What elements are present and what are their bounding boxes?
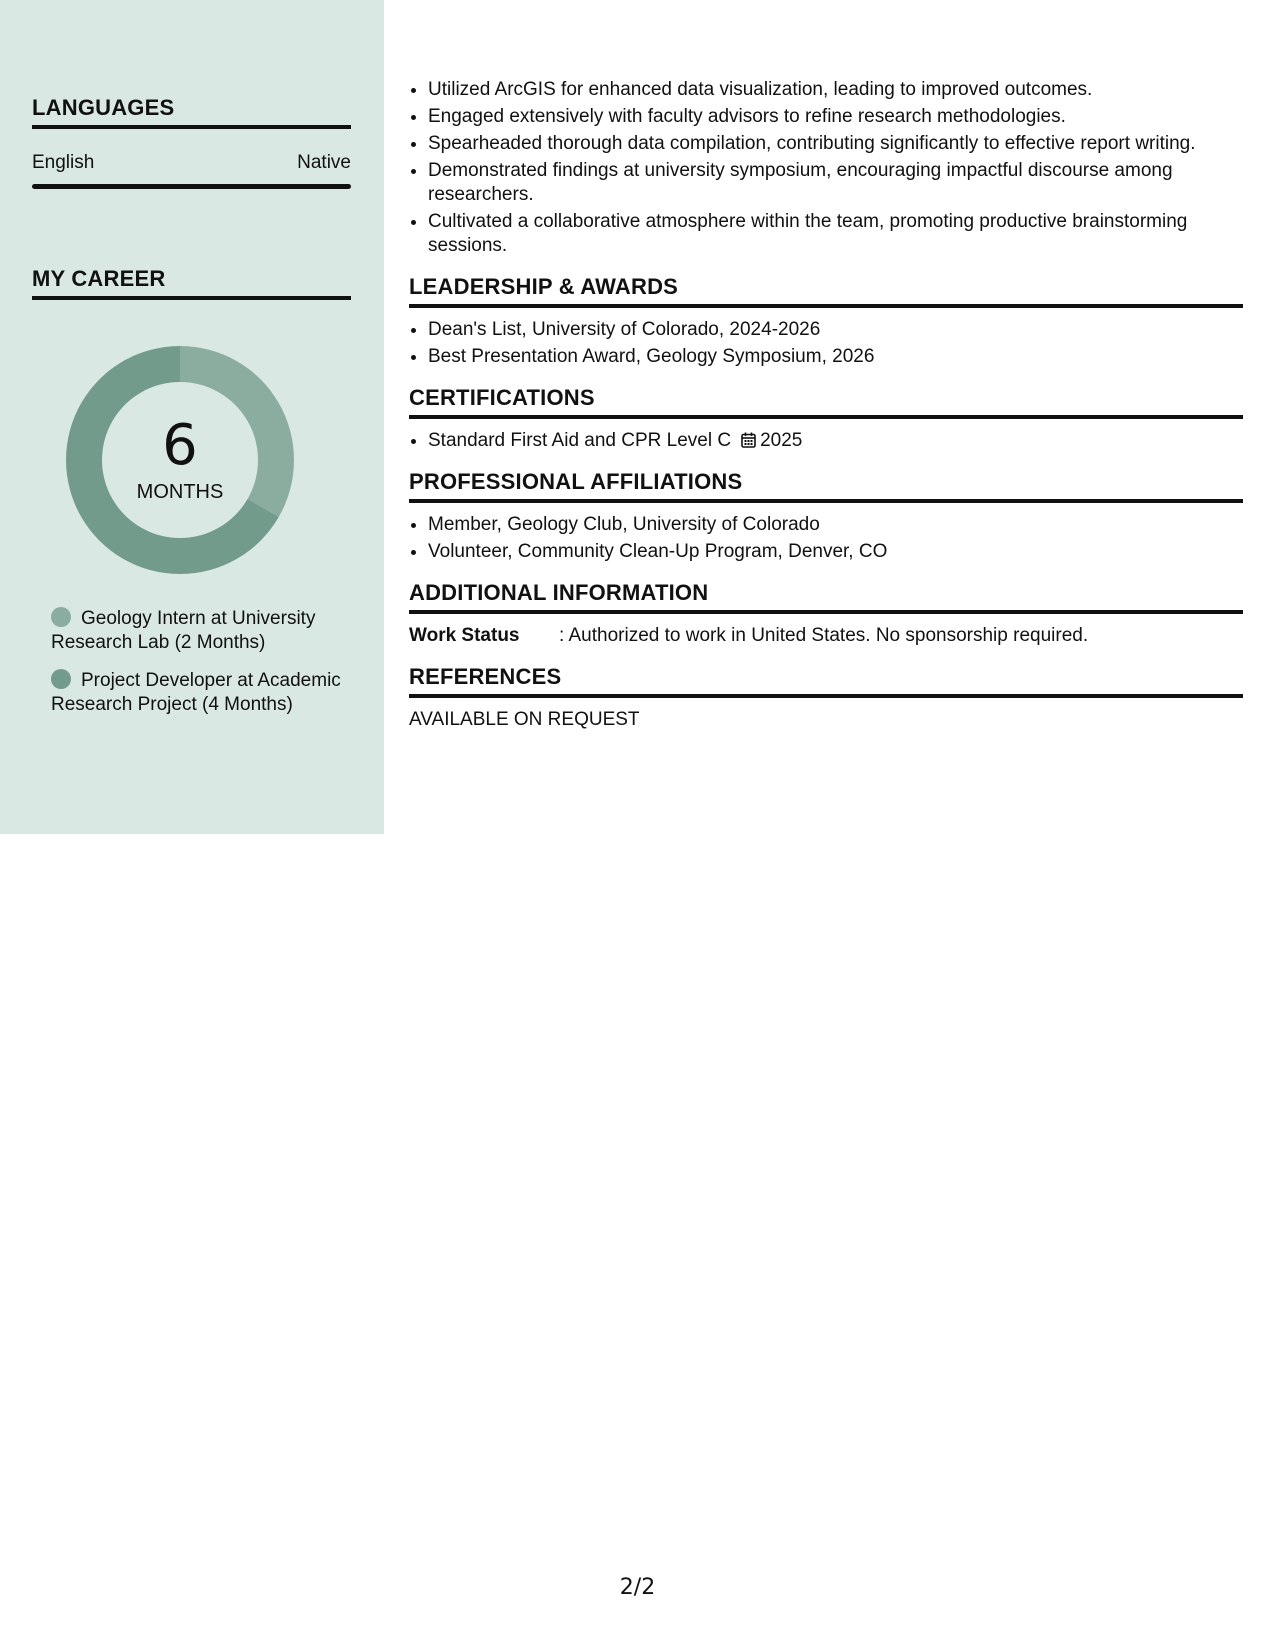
sidebar: [0, 0, 384, 834]
experience-bullet: • Cultivated a collaborative atmosphere within the team, promoting productive brainstorming sessions.: [428, 210, 1243, 258]
career-total-unit: MONTHS: [136, 481, 224, 503]
legend-dot-icon: [51, 607, 71, 627]
references-text: AVAILABLE ON REQUEST: [409, 709, 640, 730]
references-title: REFERENCES: [409, 664, 1243, 698]
certification-item: [428, 429, 1243, 453]
main-content: [409, 78, 1243, 732]
career-item-label: Project Developer at Academic Research Project (4 Months): [51, 670, 341, 715]
leadership-title: LEADERSHIP & AWARDS: [409, 274, 1243, 308]
certifications-list: [409, 429, 1243, 453]
work-status-value: : Authorized to work in United States. No sponsorship required.: [559, 625, 1089, 646]
affiliations-title: PROFESSIONAL AFFILIATIONS: [409, 469, 1243, 503]
affiliation-item: • Volunteer, Community Clean-Up Program, Denver, CO: [428, 540, 1243, 564]
experience-bullet: • Demonstrated findings at university symposium, encouraging impactful discourse among researchers.: [428, 159, 1243, 207]
certification-year: 2025: [760, 430, 803, 451]
career-legend-item: [51, 607, 341, 655]
certifications-title: CERTIFICATIONS: [409, 385, 1243, 419]
affiliation-item: • Member, Geology Club, University of Colorado: [428, 513, 1243, 537]
work-status-row: [409, 624, 1243, 648]
career-total-number: 6: [162, 413, 198, 478]
language-name: English: [32, 152, 95, 173]
career-title: MY CAREER: [32, 266, 351, 300]
experience-bullet: • Engaged extensively with faculty advisors to refine research methodologies.: [428, 105, 1243, 129]
legend-dot-icon: [51, 669, 71, 689]
certification-date: [741, 430, 802, 451]
language-level: Native: [297, 152, 351, 173]
language-level-bar: [32, 184, 351, 189]
leadership-item: • Best Presentation Award, Geology Symposium, 2026: [428, 345, 1243, 369]
language-row-english: [32, 150, 351, 176]
career-legend: [51, 607, 341, 731]
page-number: 2/2: [619, 1575, 656, 1600]
experience-bullet-list: [409, 78, 1243, 258]
languages-title: LANGUAGES: [32, 95, 351, 129]
certification-name: Standard First Aid and CPR Level C: [428, 430, 732, 451]
work-status-label: Work Status: [409, 625, 520, 646]
leadership-item: • Dean's List, University of Colorado, 2024-2026: [428, 318, 1243, 342]
experience-bullet: • Spearheaded thorough data compilation, contributing significantly to effective report writing.: [428, 132, 1243, 156]
career-item-label: Geology Intern at University Research Lab (2 Months): [51, 608, 316, 653]
calendar-icon: [741, 432, 756, 448]
career-legend-item: [51, 669, 341, 717]
additional-info-title: ADDITIONAL INFORMATION: [409, 580, 1243, 614]
experience-bullet: • Utilized ArcGIS for enhanced data visualization, leading to improved outcomes.: [428, 78, 1243, 102]
leadership-list: [409, 318, 1243, 369]
affiliations-list: [409, 513, 1243, 564]
